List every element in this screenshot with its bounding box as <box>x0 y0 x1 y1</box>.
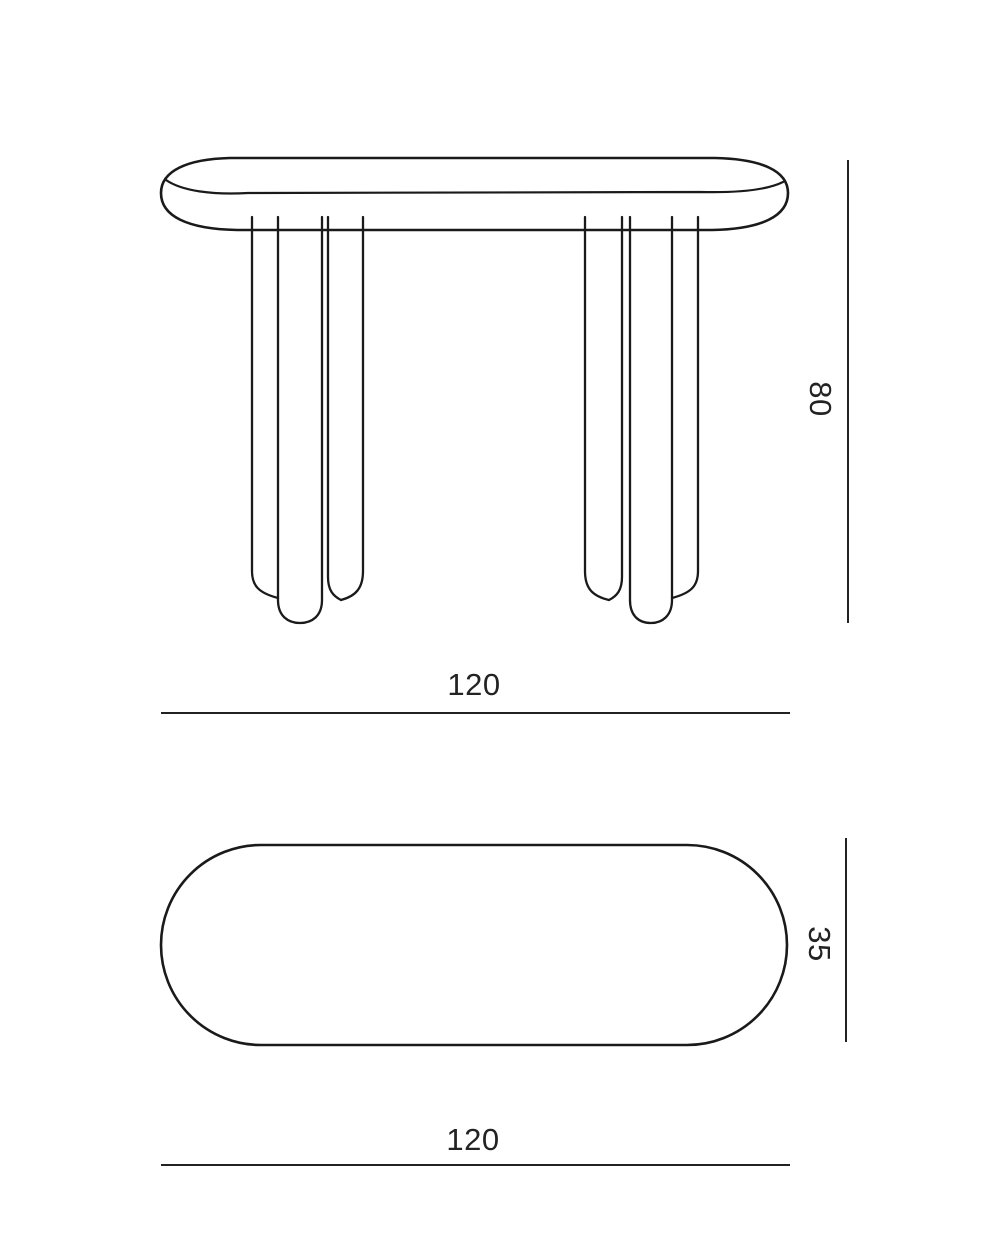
dimension-label-top-width: 120 <box>446 1122 500 1157</box>
left-leg-outer-right-edge <box>341 217 363 600</box>
left-leg-inner-flute-edge <box>328 217 341 600</box>
left-leg <box>252 217 363 623</box>
front-view <box>161 158 788 623</box>
right-leg-outer-right-edge <box>672 217 698 598</box>
tabletop-top-outline <box>161 845 787 1045</box>
right-leg-outer-left-edge <box>585 217 609 600</box>
dimension-label-front-width: 120 <box>447 667 501 702</box>
tabletop-rim-edge <box>166 180 783 193</box>
dimension-label-front-height: 80 <box>803 381 838 417</box>
dimension-label-top-depth: 35 <box>802 926 837 962</box>
right-leg-center-column <box>630 217 672 623</box>
left-leg-center-column <box>278 217 322 623</box>
right-leg-inner-flute-edge <box>609 217 622 600</box>
dimensions <box>161 160 848 1165</box>
right-leg <box>585 217 698 623</box>
top-view <box>161 845 787 1045</box>
left-leg-outer-left-edge <box>252 217 278 598</box>
tabletop-front <box>161 158 788 230</box>
